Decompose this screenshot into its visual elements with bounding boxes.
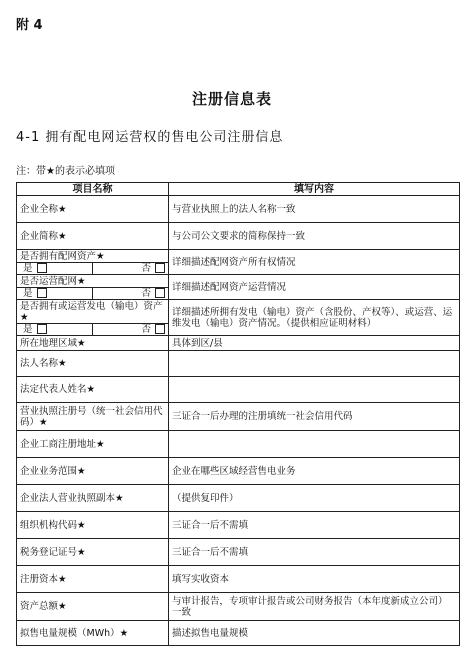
yes-option[interactable] bbox=[17, 324, 92, 335]
no-option[interactable] bbox=[92, 263, 168, 274]
table-header-row bbox=[17, 183, 460, 196]
table-row bbox=[17, 250, 460, 275]
page-title: 注册信息表 bbox=[191, 90, 272, 108]
checkbox-icon[interactable] bbox=[155, 263, 165, 273]
table-row bbox=[17, 300, 460, 336]
row-name: 企业简称★ bbox=[17, 223, 169, 250]
row-name: 法定代表人姓名★ bbox=[17, 377, 169, 403]
checkbox-icon[interactable] bbox=[37, 263, 47, 273]
table-row bbox=[17, 223, 460, 250]
section-title: 4-1 拥有配电网运营权的售电公司注册信息 bbox=[16, 130, 284, 145]
row-name: 企业全称★ bbox=[17, 196, 169, 223]
row-content[interactable]: 与公司公文要求的简称保持一致 bbox=[169, 223, 460, 250]
row-name: 是否运营配网★ bbox=[20, 275, 86, 287]
table-row bbox=[17, 539, 460, 566]
row-name: 组织机构代码★ bbox=[17, 512, 169, 539]
table-row bbox=[17, 196, 460, 223]
row-name: 注册资本★ bbox=[17, 566, 169, 593]
checkbox-icon[interactable] bbox=[155, 288, 165, 298]
row-name: 拟售电量规模（MWh）★ bbox=[17, 621, 169, 646]
row-name-with-choice bbox=[17, 300, 169, 336]
table-row bbox=[17, 377, 460, 403]
row-content[interactable]: 三证合一后办理的注册填统一社会信用代码 bbox=[169, 403, 460, 431]
row-name: 企业法人营业执照副本★ bbox=[17, 485, 169, 512]
row-name: 企业业务范围★ bbox=[17, 458, 169, 485]
row-name: 是否拥有或运营发电（输电）资产★ bbox=[20, 300, 163, 323]
row-content[interactable]: 详细描述所拥有发电（输电）资产（含股份、产权等）、或运营、运维发电（输电）资产情况。（提供相应证明材料） bbox=[169, 300, 460, 336]
row-content[interactable]: 详细描述配网资产运营情况 bbox=[169, 275, 460, 300]
row-content[interactable]: 三证合一后不需填 bbox=[169, 539, 460, 566]
checkbox-icon[interactable] bbox=[37, 288, 47, 298]
no-label: 否 bbox=[141, 287, 151, 299]
header-content: 填写内容 bbox=[169, 183, 460, 196]
row-name: 营业执照注册号（统一社会信用代码）★ bbox=[17, 403, 169, 431]
no-label: 否 bbox=[141, 262, 151, 274]
table-row bbox=[17, 621, 460, 646]
row-name: 所在地理区域★ bbox=[17, 336, 169, 351]
row-name: 税务登记证号★ bbox=[17, 539, 169, 566]
table-row bbox=[17, 485, 460, 512]
row-content[interactable]: 详细描述配网资产所有权情况 bbox=[169, 250, 460, 275]
row-content[interactable] bbox=[169, 351, 460, 377]
row-content[interactable]: （提供复印件） bbox=[169, 485, 460, 512]
table-row bbox=[17, 566, 460, 593]
annex-label: 附 4 bbox=[16, 18, 43, 33]
row-name-with-choice bbox=[17, 275, 169, 300]
row-content[interactable] bbox=[169, 431, 460, 458]
yes-option[interactable] bbox=[17, 263, 92, 274]
yes-no-choice bbox=[17, 323, 168, 335]
row-content[interactable]: 填写实收资本 bbox=[169, 566, 460, 593]
row-name: 是否拥有配网资产★ bbox=[20, 250, 105, 262]
row-name: 法人名称★ bbox=[17, 351, 169, 377]
table-row bbox=[17, 431, 460, 458]
table-row bbox=[17, 593, 460, 621]
yes-no-choice bbox=[17, 262, 168, 274]
no-label: 否 bbox=[141, 323, 151, 335]
required-note: 注：带★的表示必填项 bbox=[16, 166, 115, 177]
table-row bbox=[17, 458, 460, 485]
yes-label: 是 bbox=[23, 287, 33, 299]
checkbox-icon[interactable] bbox=[155, 324, 165, 334]
table-row bbox=[17, 512, 460, 539]
yes-no-choice bbox=[17, 287, 168, 299]
yes-label: 是 bbox=[23, 262, 33, 274]
row-name-with-choice bbox=[17, 250, 169, 275]
row-name: 资产总额★ bbox=[17, 593, 169, 621]
checkbox-icon[interactable] bbox=[37, 324, 47, 334]
table-row bbox=[17, 275, 460, 300]
yes-option[interactable] bbox=[17, 288, 92, 299]
table-row bbox=[17, 403, 460, 431]
yes-label: 是 bbox=[23, 323, 33, 335]
header-item-name: 项目名称 bbox=[17, 183, 169, 196]
row-content[interactable]: 具体到区/县 bbox=[169, 336, 460, 351]
row-name: 企业工商注册地址★ bbox=[17, 431, 169, 458]
row-content[interactable]: 三证合一后不需填 bbox=[169, 512, 460, 539]
registration-table bbox=[16, 182, 460, 646]
row-content[interactable]: 描述拟售电量规模 bbox=[169, 621, 460, 646]
table-row bbox=[17, 336, 460, 351]
row-content[interactable]: 企业在哪些区域经营售电业务 bbox=[169, 458, 460, 485]
row-content[interactable] bbox=[169, 377, 460, 403]
row-content[interactable]: 与审计报告，专项审计报告或公司财务报告（本年度新成立公司）一致 bbox=[169, 593, 460, 621]
table-row bbox=[17, 351, 460, 377]
no-option[interactable] bbox=[92, 288, 168, 299]
no-option[interactable] bbox=[92, 324, 168, 335]
row-content[interactable]: 与营业执照上的法人名称一致 bbox=[169, 196, 460, 223]
